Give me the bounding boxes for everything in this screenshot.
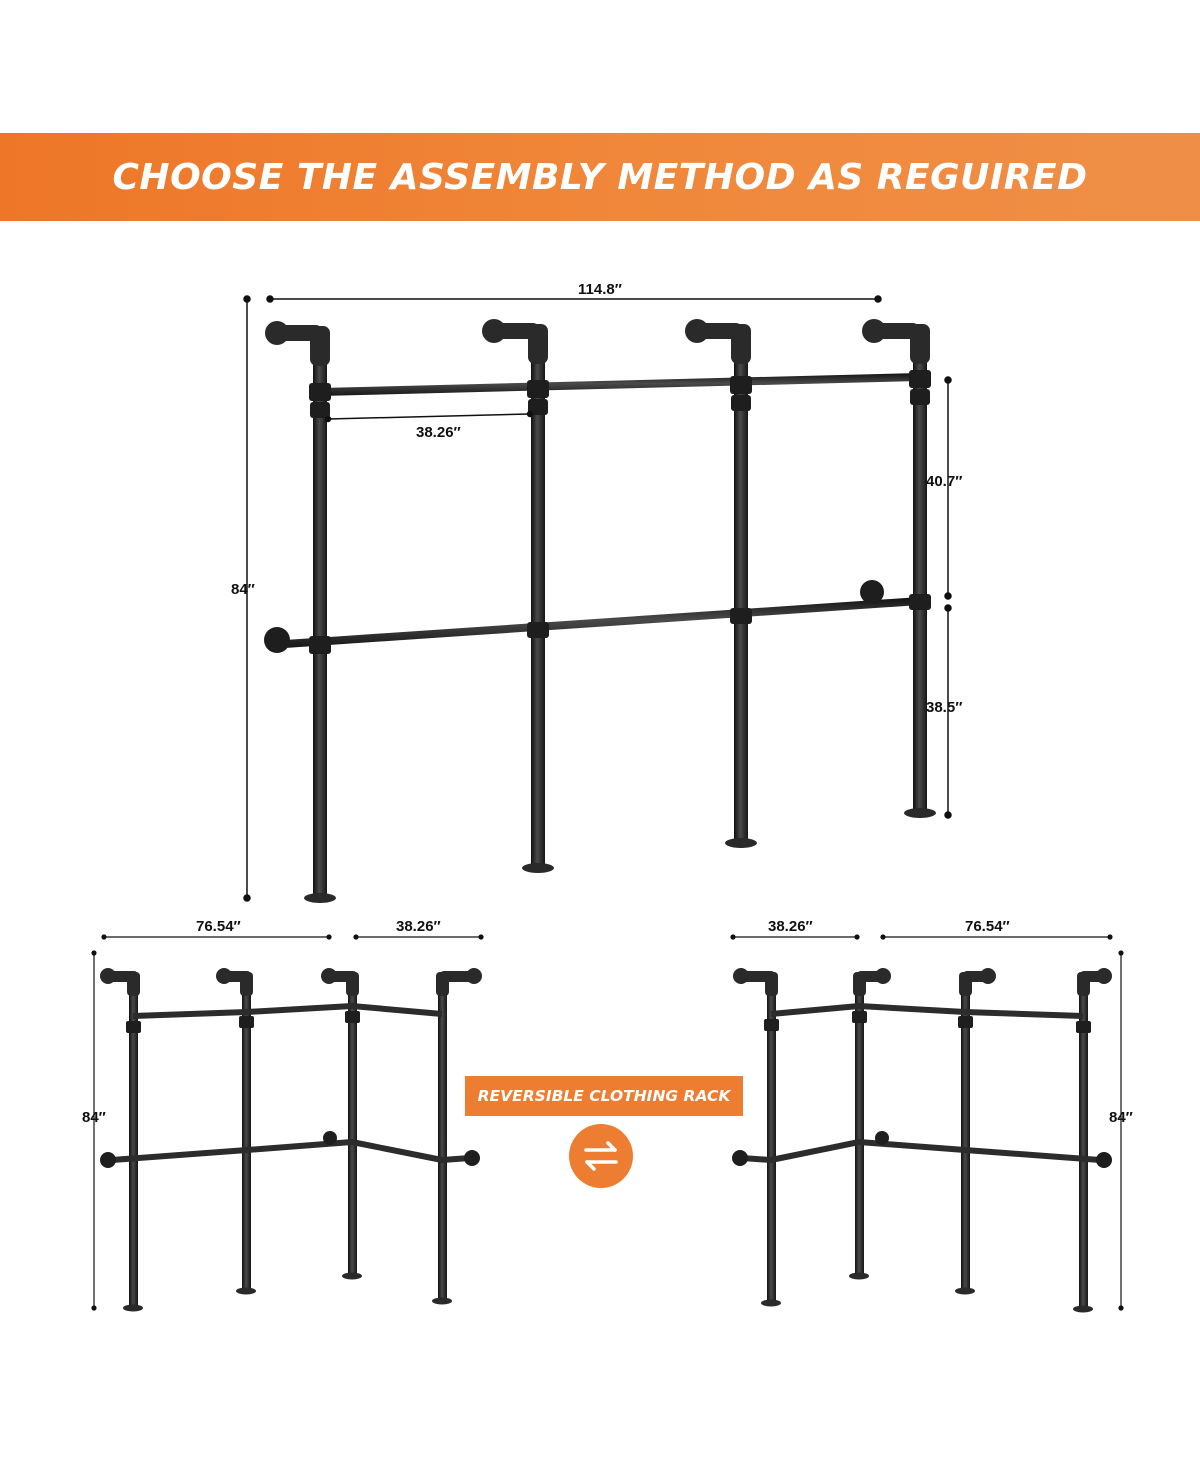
right-long-side-label: 76.54″ <box>965 918 1010 935</box>
left-rack-illustration <box>92 935 483 1312</box>
main-rack-top-rail <box>320 373 920 396</box>
main-lower-height-label: 38.5″ <box>926 699 963 716</box>
main-rack-top-fittings <box>265 319 930 366</box>
swap-arrows-icon <box>569 1124 633 1188</box>
main-section-width-label: 38.26″ <box>416 424 461 441</box>
right-height-label: 84″ <box>1109 1109 1133 1126</box>
main-height-label: 84″ <box>231 581 255 598</box>
main-rack-floor-flanges <box>304 808 936 903</box>
right-rack-illustration <box>731 935 1123 1313</box>
main-total-width-label: 114.8″ <box>578 281 622 298</box>
right-short-side-label: 38.26″ <box>768 918 813 935</box>
main-rack-lower-rail <box>285 597 920 648</box>
left-height-label: 84″ <box>82 1109 106 1126</box>
main-rack-illustration <box>244 296 951 903</box>
left-short-side-label: 38.26″ <box>396 918 441 935</box>
reversible-badge: REVERSIBLE CLOTHING RACK <box>465 1076 743 1116</box>
page-title: CHOOSE THE ASSEMBLY METHOD AS REGUIRED <box>112 156 1088 198</box>
left-long-side-label: 76.54″ <box>196 918 241 935</box>
main-upper-gap-label: 40.7″ <box>926 473 963 490</box>
